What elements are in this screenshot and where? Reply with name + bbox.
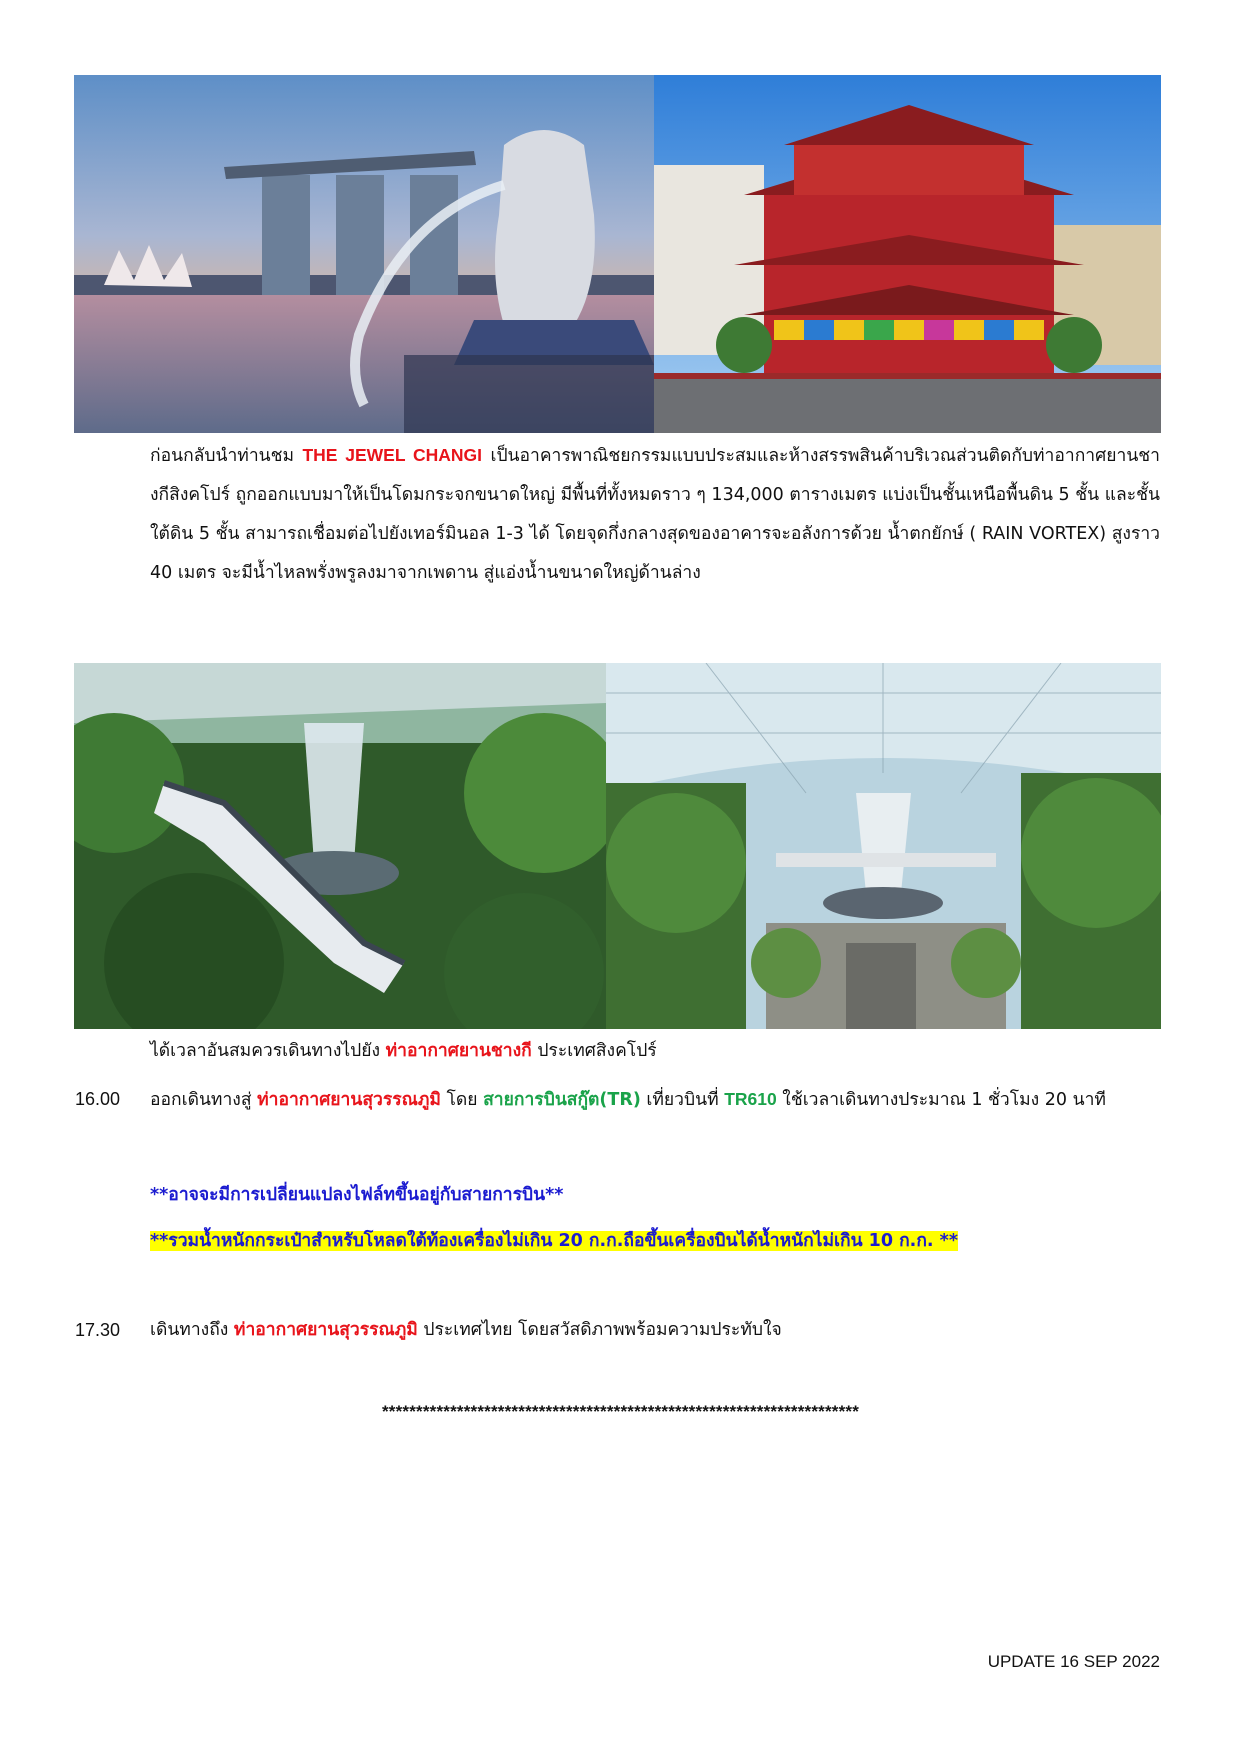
merlion-marina-bay-photo [74,75,654,433]
flight-number: TR610 [724,1089,777,1109]
airline-name: สายการบินสกู๊ต(TR) [483,1090,641,1110]
arrival-text: เดินทางถึง [150,1320,234,1340]
flight-change-note: **อาจจะมีการเปลี่ยนแปลงไฟล์ทขึ้นอยู่กับสายการบิน** [150,1185,564,1205]
transfer-text: ได้เวลาอันสมควรเดินทางไปยัง [150,1041,386,1061]
jewel-changi-description [150,436,1160,593]
separator-stars: ********************************************************************** [381,1402,860,1421]
jewel-changi-monorail-photo [74,663,606,1029]
desc-body: เป็นอาคารพาณิชยกรรมแบบประสมและห้างสรรพสินค้าบริเวณส่วนติดกับท่าอากาศยานชางกีสิงคโปร์ ถูกออกแบบมาให้เป็นโดมกระจกขนาดใหญ่ มีพื้นที่ทั้งหมดราว ๆ 134,000 ตารางเมตร แบ่งเป็นชั้นเหนือพื้นดิน 5 ชั้น และชั้นใต้ดิน 5 ชั้น สามารถเชื่อมต่อไปยังเทอร์มินอล 1-3 ได้ โดยจุดกึ่งกลางสุดของอาคารจะอลังการด้วย น้ำตกยักษ์ ( RAIN VORTEX) สูงราว 40 เมตร จะมีน้ำไหลพรั่งพรูลงมาจากเพดาน สู่แอ่งน้ำนขนาดใหญ่ด้านล่าง [150,446,1160,583]
buddha-tooth-relic-temple-photo [654,75,1161,433]
time-1600: 16.00 [75,1089,121,1109]
duration-text: ใช้เวลาเดินทางประมาณ 1 ชั่วโมง 20 นาที [776,1090,1106,1110]
desc-intro: ก่อนกลับนำท่านชม [150,446,303,466]
departure-text: ออกเดินทางสู่ [150,1090,258,1110]
update-date: UPDATE 16 SEP 2022 [987,1652,1160,1671]
arrival-airport-name: ท่าอากาศยานสุวรรณภูมิ [233,1320,418,1340]
arrival-rest: ประเทศไทย โดยสวัสดิภาพพร้อมความประทับใจ [417,1320,782,1340]
jewel-changi-title: THE JEWEL CHANGI [302,445,482,465]
suvarnabhumi-name: ท่าอากาศยานสุวรรณภูมิ [257,1090,441,1110]
time-1730: 17.30 [75,1320,121,1340]
baggage-note [150,1222,1160,1261]
changi-airport-name: ท่าอากาศยานชางกี [385,1041,532,1061]
transfer-to-changi [150,1032,1160,1071]
arrival-row [150,1311,1160,1350]
transfer-country: ประเทศสิงคโปร์ [531,1041,657,1061]
jewel-changi-atrium-photo [606,663,1161,1029]
departure-row [150,1080,1160,1120]
by-text: โดย [440,1090,484,1110]
baggage-note-text: **รวมน้ำหนักกระเป๋าสำหรับโหลดใต้ท้องเครื่องไม่เกิน 20 ก.ก.ถือขึ้นเครื่องบินได้น้ำหนักไม่เกิน 10 ก.ก. ** [150,1231,958,1251]
flight-text: เที่ยวบินที่ [640,1090,725,1110]
